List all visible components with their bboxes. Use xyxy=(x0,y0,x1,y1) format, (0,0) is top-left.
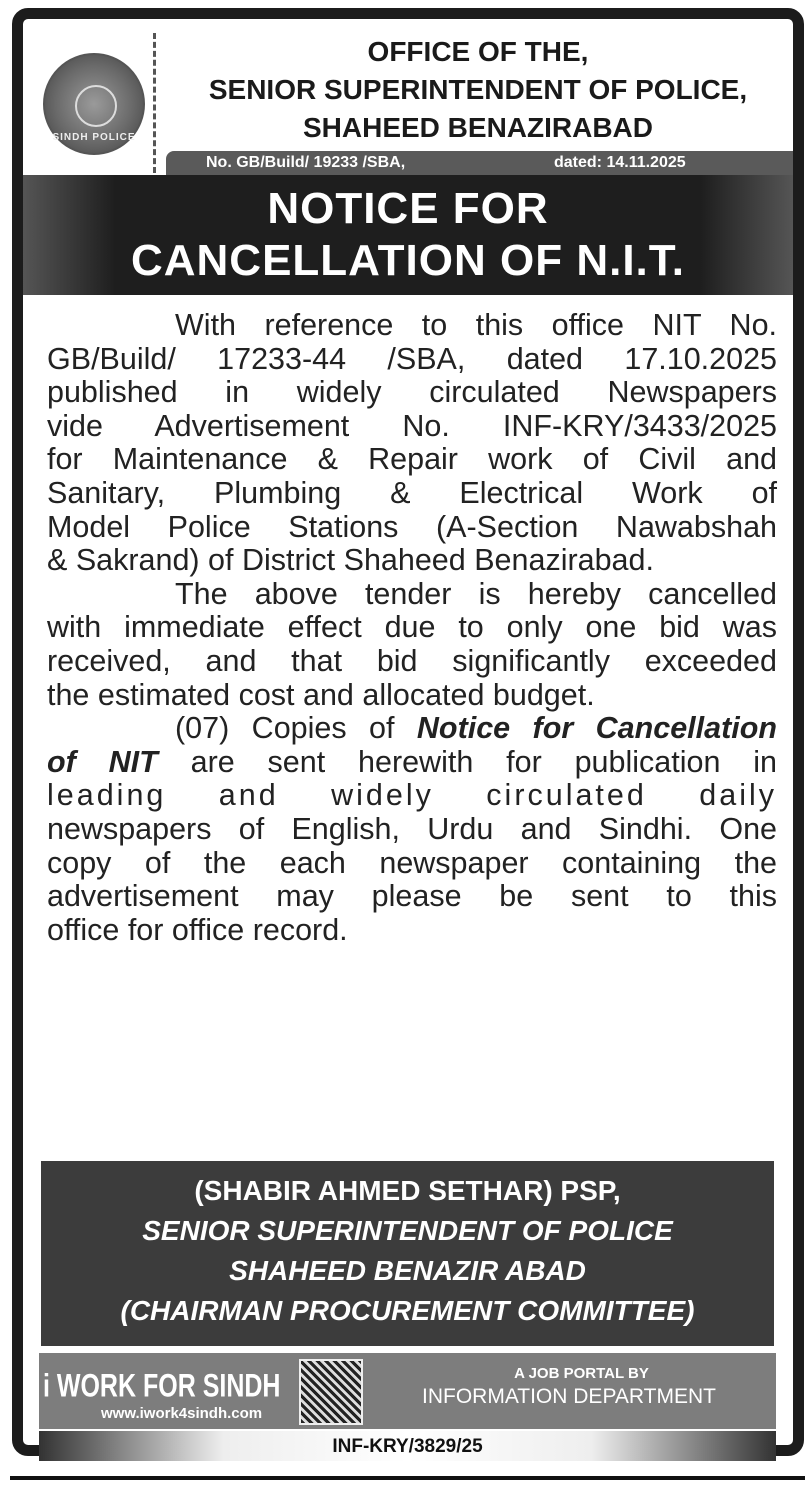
reference-bar xyxy=(166,151,793,175)
text-line: with immediate effect due to only one bid was xyxy=(47,610,777,645)
signatory-name: (SHABIR AHMED SETHAR) PSP, xyxy=(194,1175,621,1206)
text-line: The above tender is hereby cancelled xyxy=(175,576,777,611)
emphasis-text: Notice for Cancellation xyxy=(416,711,777,746)
text-line: vide Advertisement No. INF-KRY/3433/2025 xyxy=(47,408,777,443)
emphasis-text: of NIT xyxy=(47,744,158,779)
inf-number: INF-KRY/3829/25 xyxy=(39,1431,776,1461)
iwork-brand: i WORK FOR SINDH xyxy=(43,1367,281,1405)
text-line: newspapers of English, Urdu and Sindhi. One xyxy=(47,811,777,846)
text-line: With reference to this office NIT No. xyxy=(175,308,777,342)
logo-text: SINDH POLICE xyxy=(52,132,136,143)
signatory-designation: SENIOR SUPERINTENDENT OF POLICE xyxy=(142,1215,673,1246)
bottom-rule xyxy=(10,1476,805,1480)
qr-code-icon xyxy=(299,1359,363,1425)
paragraph-1 xyxy=(47,309,777,578)
text-line: received, and that bid significantly exceeded xyxy=(47,643,777,678)
text-line: published in widely circulated Newspapers xyxy=(47,375,777,410)
text-line: the estimated cost and allocated budget. xyxy=(47,677,595,712)
reference-date: dated: 14.11.2025 xyxy=(554,154,686,171)
text-line: Sanitary, Plumbing & Electrical Work of xyxy=(47,475,777,510)
text-line: & Sakrand) of District Shaheed Benazirabad. xyxy=(47,543,654,578)
department: INFORMATION DEPARTMENT xyxy=(422,1385,716,1408)
iwork-url[interactable]: www.iwork4sindh.com xyxy=(101,1405,263,1422)
heading-line: OFFICE OF THE, xyxy=(367,36,589,67)
text-line: GB/Build/ 17233-44 /SBA, dated 17.10.2025 xyxy=(47,341,777,376)
notice-title xyxy=(23,175,793,295)
text-line: for Maintenance & Repair work of Civil and xyxy=(47,442,777,477)
heading-line: SHAHEED BENAZIRABAD xyxy=(302,112,653,143)
sindh-police-logo xyxy=(43,53,145,155)
text-line: copy of the each newspaper containing the xyxy=(47,845,777,880)
office-heading xyxy=(163,33,793,147)
paragraph-3 xyxy=(47,712,777,947)
notice-frame xyxy=(12,8,804,1456)
heading-line: SENIOR SUPERINTENDENT OF POLICE, xyxy=(208,74,748,105)
signatory-district: SHAHEED BENAZIR ABAD xyxy=(229,1255,586,1286)
text-line: leading and widely circulated daily xyxy=(47,778,777,813)
portal-by: A JOB PORTAL BY xyxy=(514,1365,649,1382)
text-line: office for office record. xyxy=(47,912,348,947)
notice-body xyxy=(47,309,777,947)
text-line: advertisement may please be sent to this xyxy=(47,879,777,914)
text-line: Model Police Stations (A-Section Nawabshah xyxy=(47,509,777,544)
paragraph-2 xyxy=(47,578,777,712)
signature-block xyxy=(41,1161,774,1346)
reference-number: No. GB/Build/ 19233 /SBA, xyxy=(206,154,406,171)
text-segment: are sent herewith for publication in xyxy=(157,744,777,779)
text-line xyxy=(47,712,777,746)
text-segment: (07) Copies of xyxy=(175,711,417,746)
text-line xyxy=(47,746,777,780)
title-line: CANCELLATION OF N.I.T. xyxy=(130,236,686,285)
divider xyxy=(153,33,156,173)
signatory-role: (CHAIRMAN PROCUREMENT COMMITTEE) xyxy=(120,1295,695,1326)
title-line: NOTICE FOR xyxy=(267,184,549,233)
iwork-banner xyxy=(39,1353,776,1429)
